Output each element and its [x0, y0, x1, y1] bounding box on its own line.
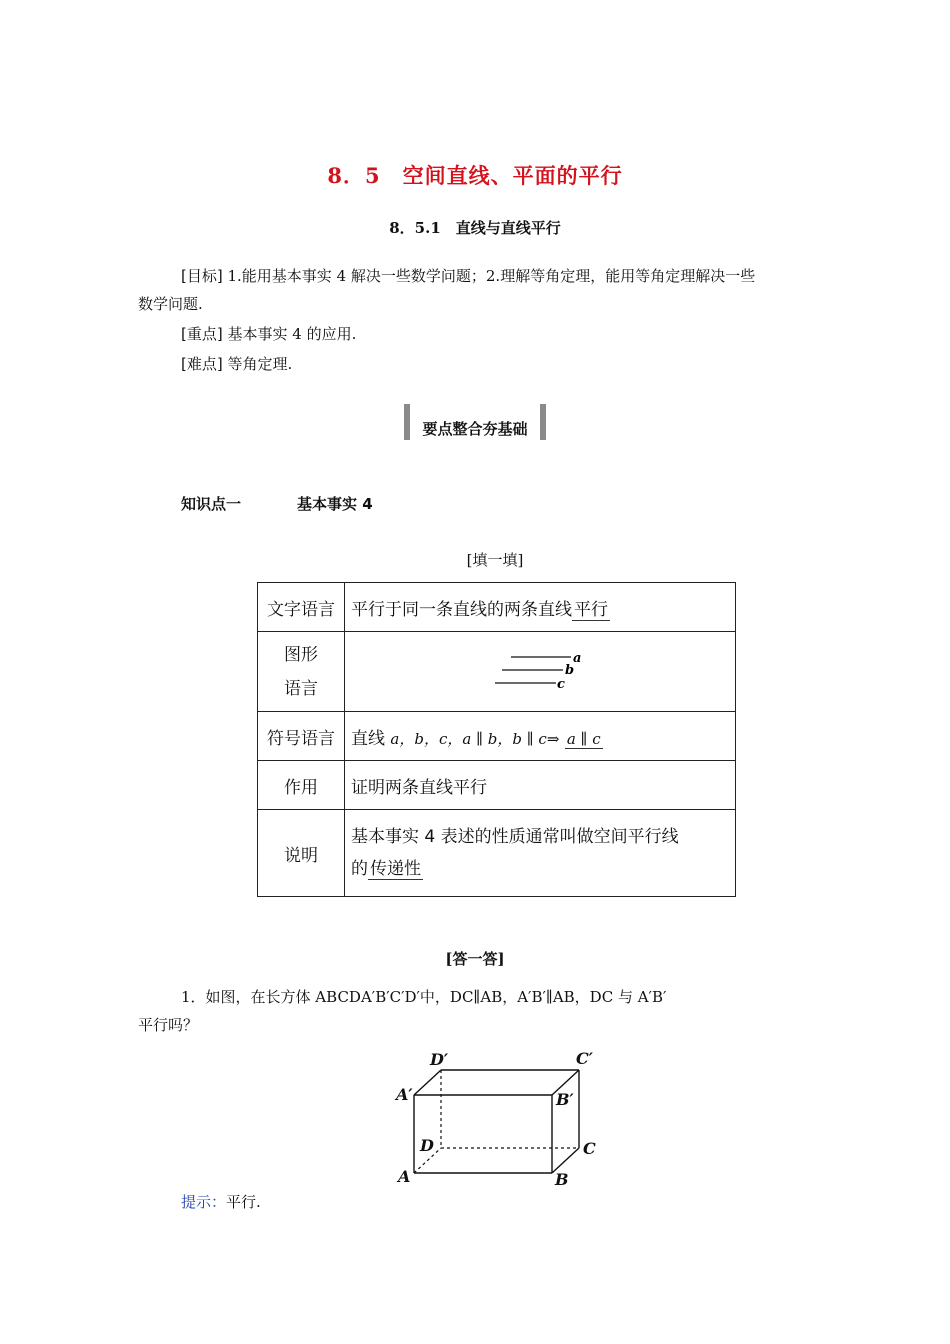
- label-c: c: [557, 677, 565, 692]
- page-title: 8．5 空间直线、平面的平行: [327, 163, 623, 188]
- label-a: a: [573, 651, 582, 666]
- label-b: b: [565, 663, 575, 678]
- goal-target-text: 1.能用基本事实 4 解决一些数学问题；2.理解等角定理，能用等角定理解决一些: [227, 267, 756, 285]
- explanation-line2: [351, 853, 729, 885]
- goal-key-tag: [重点]: [181, 325, 223, 343]
- row-label-figure-language: [258, 632, 345, 712]
- banner-text: 要点整合夯基础: [422, 420, 528, 438]
- goal-difficulty: [181, 350, 292, 378]
- knowledge-point-label: 知识点一: [181, 495, 242, 513]
- section-subtitle: 8．5.1 直线与直线平行: [389, 219, 561, 237]
- text-language-statement: 平行于同一条直线的两条直线: [351, 599, 572, 620]
- explanation-line1: 基本事实 4 表述的性质通常叫做空间平行线: [351, 827, 679, 847]
- row-content-text-language: [345, 583, 736, 632]
- figure-label-line1: 图形: [284, 644, 318, 665]
- table-row: [258, 810, 736, 897]
- cuboid-figure: [390, 1045, 610, 1190]
- goal-target-tag: [目标]: [181, 267, 223, 285]
- explanation-prefix: 的: [351, 859, 368, 879]
- vertex-label-a: A: [398, 1167, 411, 1186]
- knowledge-point-name: 基本事实 4: [297, 495, 373, 513]
- vertex-label-c1: C′: [576, 1049, 593, 1068]
- edge-a1d1: [414, 1070, 441, 1095]
- row-content-symbol-language: [345, 712, 736, 761]
- goal-target-line1: [181, 262, 821, 290]
- row-label-text-language: 文字语言: [258, 583, 345, 632]
- question-line2: 平行吗？: [138, 1016, 199, 1034]
- row-content-purpose: 证明两条直线平行: [345, 761, 736, 810]
- hint-label: 提示：: [181, 1193, 227, 1211]
- row-content-explanation: [345, 810, 736, 897]
- answer-a-parallel-c: a ∥ c: [566, 729, 601, 748]
- table-row: [258, 712, 736, 761]
- section-banner: [404, 404, 546, 440]
- vertex-label-b1: B′: [556, 1090, 574, 1109]
- goal-difficulty-tag: [难点]: [181, 355, 223, 373]
- table-row: [258, 583, 736, 632]
- symbol-expression: a，b，c，a ∥ b，b ∥ c⇒: [390, 729, 560, 748]
- parallel-lines-figure: [345, 632, 735, 711]
- row-label-explanation: 说明: [258, 810, 345, 897]
- question-line1: 1．如图，在长方体 ABCDA′B′C′D′中，DC∥AB，A′B′∥AB，DC 与 A′B′: [181, 988, 667, 1006]
- row-content-figure: [345, 632, 736, 712]
- table-row: [258, 632, 736, 712]
- vertex-label-d1: D′: [430, 1050, 449, 1069]
- goal-target-line2: 数学问题.: [138, 295, 203, 313]
- vertex-label-c: C: [583, 1139, 596, 1158]
- goal-key: [181, 320, 356, 348]
- goal-key-text: 基本事实 4 的应用.: [227, 325, 357, 343]
- symbol-prefix: 直线: [351, 728, 385, 749]
- knowledge-table: [257, 582, 736, 897]
- row-label-purpose: 作用: [258, 761, 345, 810]
- hint-line: [181, 1188, 261, 1216]
- vertex-label-b: B: [555, 1170, 569, 1189]
- vertex-label-d: D: [420, 1136, 434, 1155]
- table-row: [258, 761, 736, 810]
- fill-title: [填一填]: [466, 551, 524, 569]
- vertex-label-a1: A′: [396, 1085, 413, 1104]
- goal-difficulty-text: 等角定理.: [227, 355, 293, 373]
- qa-title: [答一答]: [445, 950, 505, 968]
- answer-parallel: 平行: [574, 599, 608, 620]
- row-label-symbol-language: 符号语言: [258, 712, 345, 761]
- answer-transitivity: 传递性: [370, 859, 421, 879]
- figure-label-line2: 语言: [284, 678, 318, 699]
- hint-text: 平行.: [226, 1193, 261, 1211]
